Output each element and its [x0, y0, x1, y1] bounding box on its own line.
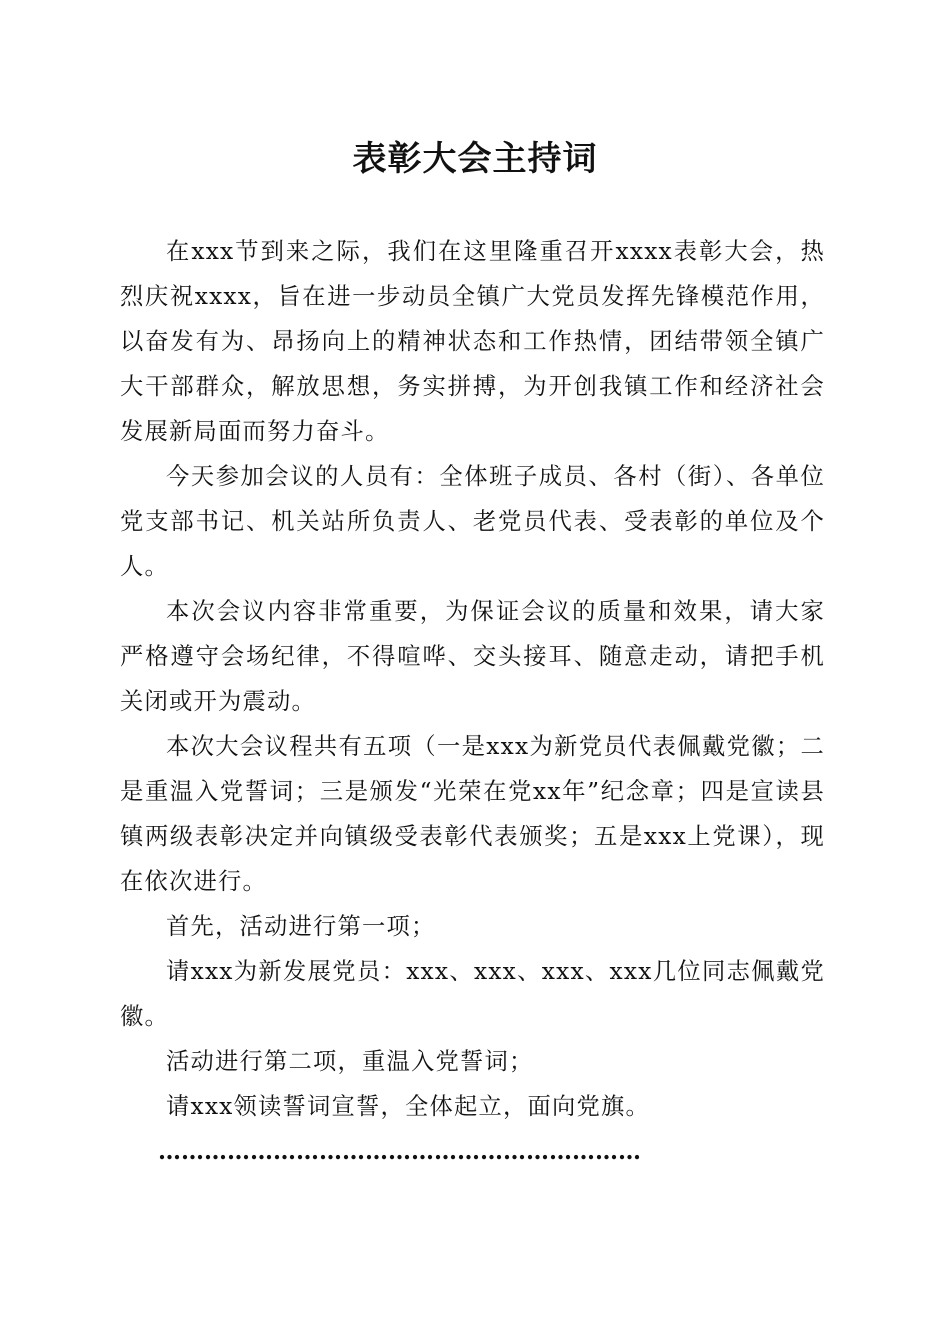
- paragraph-discipline: 本次会议内容非常重要，为保证会议的质量和效果，请大家严格遵守会场纪律，不得喧哗、交头接耳、随意走动，请把手机关闭或开为震动。: [120, 598, 825, 715]
- paragraph-badge: 请xxx为新发展党员：xxx、xxx、xxx、xxx几位同志佩戴党徽。: [120, 958, 825, 1030]
- document-title: 表彰大会主持词: [352, 139, 598, 179]
- paragraph-oath: 请xxx领读誓词宣誓，全体起立，面向党旗。: [166, 1093, 650, 1120]
- paragraph-item-two: 活动进行第二项，重温入党誓词；: [166, 1048, 534, 1075]
- paragraph-attendees: 今天参加会议的人员有：全体班子成员、各村（街）、各单位党支部书记、机关站所负责人、老党员代表、受表彰的单位及个人。: [120, 463, 825, 580]
- paragraph-item-one: 首先，活动进行第一项；: [166, 913, 436, 940]
- ellipsis-line: ………………………………………………………: [158, 1138, 641, 1165]
- paragraph-opening: 在xxx节到来之际，我们在这里隆重召开xxxx表彰大会，热烈庆祝xxxx，旨在进一步动员全镇广大党员发挥先锋模范作用，以奋发有为、昂扬向上的精神状态和工作热情，团结带领全镇广大干部群众，解放思想，务实拼搏，为开创我镇工作和经济社会发展新局面而努力奋斗。: [120, 238, 825, 445]
- document-body: [120, 229, 825, 1174]
- paragraph-agenda: 本次大会议程共有五项（一是xxx为新党员代表佩戴党徽；二是重温入党誓词；三是颁发“光荣在党xx年”纪念章；四是宣读县镇两级表彰决定并向镇级受表彰代表颁奖；五是xxx上党课），现在依次进行。: [120, 733, 825, 895]
